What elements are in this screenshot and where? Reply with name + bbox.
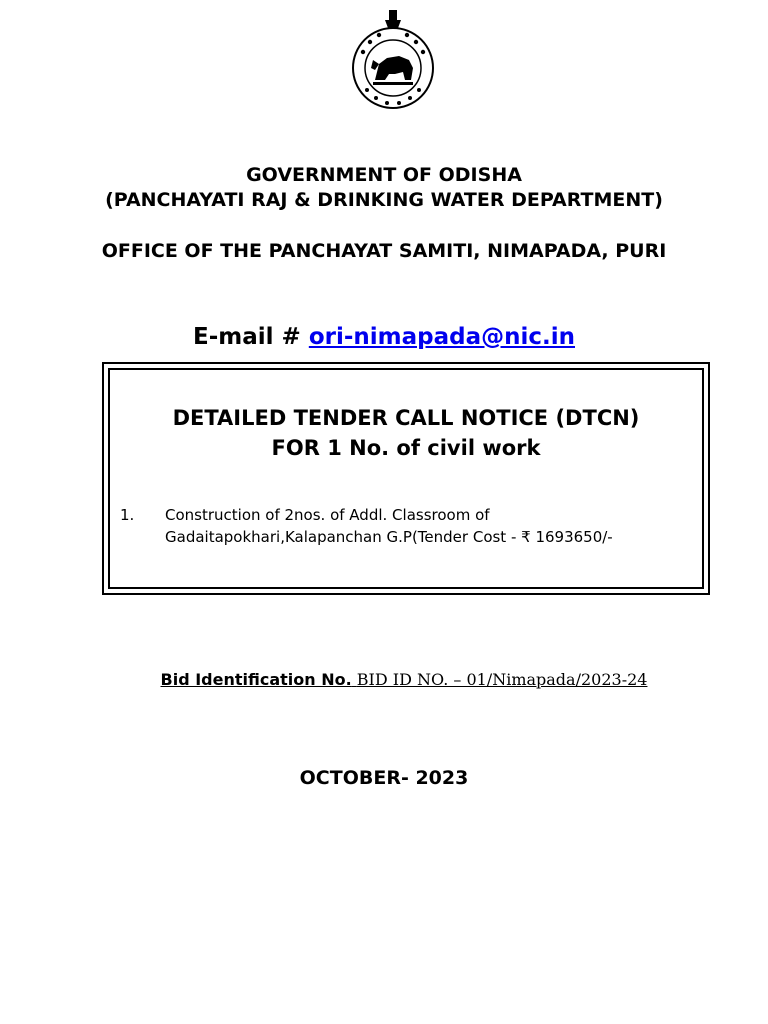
bid-label: Bid Identification No. [160, 670, 352, 689]
tender-notice-box [102, 362, 710, 595]
work-item-line-2: Gadaitapokhari,Kalapanchan G.P(Tender Cost - ₹ 1693650/- [165, 528, 613, 546]
email-line [0, 324, 768, 350]
email-link[interactable]: ori-nimapada@nic.in [308, 324, 575, 350]
office-heading: OFFICE OF THE PANCHAYAT SAMITI, NIMAPADA, PURI [101, 240, 667, 262]
email-label: E-mail # [193, 324, 301, 350]
government-heading: GOVERNMENT OF ODISHA [246, 164, 522, 186]
document-date: OCTOBER- 2023 [299, 767, 469, 789]
work-item-number: 1. [120, 506, 135, 524]
tender-notice-inner-border [108, 368, 704, 589]
department-heading: (PANCHAYATI RAJ & DRINKING WATER DEPARTMENT) [105, 189, 663, 211]
work-item-line-1: Construction of 2nos. of Addl. Classroom of [165, 506, 490, 524]
bid-identification [0, 670, 768, 689]
notice-subtitle: FOR 1 No. of civil work [271, 436, 541, 460]
bid-value: BID ID NO. – 01/Nimapada/2023-24 [356, 670, 648, 689]
work-item-description [165, 504, 613, 548]
notice-title: DETAILED TENDER CALL NOTICE (DTCN) [172, 406, 640, 430]
odisha-state-emblem-icon [343, 8, 443, 112]
